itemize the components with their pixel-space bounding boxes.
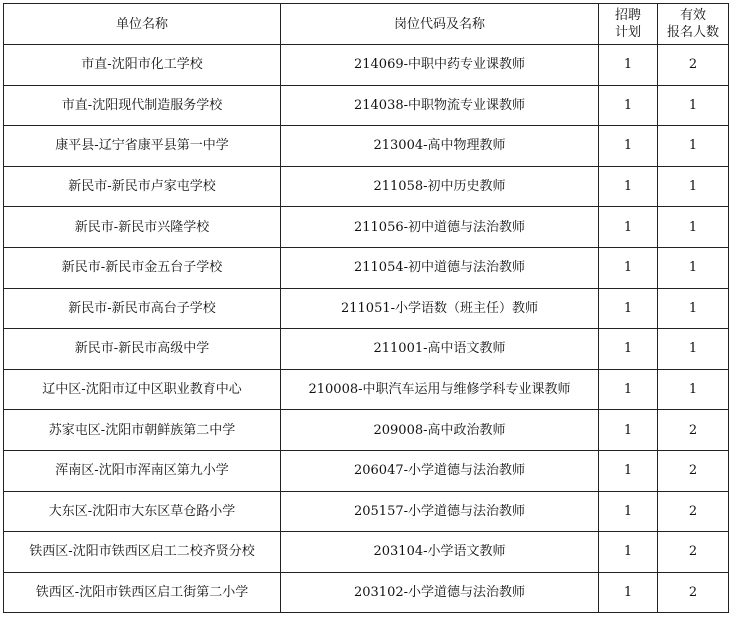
cell-plan: 1 bbox=[599, 532, 658, 573]
cell-plan: 1 bbox=[599, 450, 658, 491]
table-row bbox=[4, 491, 729, 532]
cell-unit-name: 市直-沈阳现代制造服务学校 bbox=[4, 85, 281, 126]
cell-unit-name: 新民市-新民市卢家屯学校 bbox=[4, 166, 281, 207]
table-row bbox=[4, 410, 729, 451]
table-row bbox=[4, 247, 729, 288]
cell-applicants: 2 bbox=[658, 410, 729, 451]
cell-position: 214069-中职中药专业课教师 bbox=[281, 45, 599, 86]
cell-position: 211051-小学语数（班主任）教师 bbox=[281, 288, 599, 329]
header-applicants-line2: 报名人数 bbox=[666, 25, 719, 40]
cell-applicants: 1 bbox=[658, 207, 729, 248]
cell-applicants: 1 bbox=[658, 85, 729, 126]
cell-applicants: 1 bbox=[658, 247, 729, 288]
table-body bbox=[4, 45, 729, 613]
recruitment-table bbox=[3, 3, 729, 613]
table-row bbox=[4, 126, 729, 167]
cell-position: 203104-小学语文教师 bbox=[281, 532, 599, 573]
cell-applicants: 1 bbox=[658, 288, 729, 329]
header-row bbox=[4, 4, 729, 45]
cell-plan: 1 bbox=[599, 329, 658, 370]
header-applicants-line1: 有效 bbox=[679, 8, 706, 23]
cell-applicants: 2 bbox=[658, 45, 729, 86]
table-header bbox=[4, 4, 729, 45]
cell-position: 211054-初中道德与法治教师 bbox=[281, 247, 599, 288]
cell-plan: 1 bbox=[599, 207, 658, 248]
cell-plan: 1 bbox=[599, 45, 658, 86]
cell-plan: 1 bbox=[599, 491, 658, 532]
cell-position: 213004-高中物理教师 bbox=[281, 126, 599, 167]
cell-plan: 1 bbox=[599, 572, 658, 613]
cell-position: 209008-高中政治教师 bbox=[281, 410, 599, 451]
table-row bbox=[4, 207, 729, 248]
header-position-code-name: 岗位代码及名称 bbox=[281, 4, 599, 45]
cell-applicants: 2 bbox=[658, 572, 729, 613]
cell-applicants: 1 bbox=[658, 126, 729, 167]
header-recruitment-plan bbox=[599, 4, 658, 45]
cell-unit-name: 康平县-辽宁省康平县第一中学 bbox=[4, 126, 281, 167]
table-row bbox=[4, 288, 729, 329]
cell-unit-name: 大东区-沈阳市大东区草仓路小学 bbox=[4, 491, 281, 532]
table-row bbox=[4, 532, 729, 573]
table-row bbox=[4, 45, 729, 86]
cell-plan: 1 bbox=[599, 369, 658, 410]
cell-position: 211001-高中语文教师 bbox=[281, 329, 599, 370]
table-row bbox=[4, 85, 729, 126]
cell-plan: 1 bbox=[599, 126, 658, 167]
cell-unit-name: 新民市-新民市高级中学 bbox=[4, 329, 281, 370]
cell-unit-name: 铁西区-沈阳市铁西区启工二校齐贤分校 bbox=[4, 532, 281, 573]
cell-applicants: 1 bbox=[658, 329, 729, 370]
table-row bbox=[4, 329, 729, 370]
cell-position: 211058-初中历史教师 bbox=[281, 166, 599, 207]
cell-position: 211056-初中道德与法治教师 bbox=[281, 207, 599, 248]
header-plan-line2: 计划 bbox=[614, 25, 641, 40]
cell-unit-name: 新民市-新民市高台子学校 bbox=[4, 288, 281, 329]
cell-position: 210008-中职汽车运用与维修学科专业课教师 bbox=[281, 369, 599, 410]
cell-unit-name: 市直-沈阳市化工学校 bbox=[4, 45, 281, 86]
cell-position: 206047-小学道德与法治教师 bbox=[281, 450, 599, 491]
header-valid-applicants bbox=[658, 4, 729, 45]
cell-applicants: 2 bbox=[658, 491, 729, 532]
cell-position: 214038-中职物流专业课教师 bbox=[281, 85, 599, 126]
cell-plan: 1 bbox=[599, 247, 658, 288]
cell-unit-name: 苏家屯区-沈阳市朝鲜族第二中学 bbox=[4, 410, 281, 451]
cell-applicants: 1 bbox=[658, 369, 729, 410]
cell-unit-name: 辽中区-沈阳市辽中区职业教育中心 bbox=[4, 369, 281, 410]
header-unit-name: 单位名称 bbox=[4, 4, 281, 45]
cell-position: 205157-小学道德与法治教师 bbox=[281, 491, 599, 532]
table-row bbox=[4, 166, 729, 207]
header-plan-line1: 招聘 bbox=[614, 8, 641, 23]
table-row bbox=[4, 369, 729, 410]
cell-unit-name: 新民市-新民市金五台子学校 bbox=[4, 247, 281, 288]
cell-unit-name: 浑南区-沈阳市浑南区第九小学 bbox=[4, 450, 281, 491]
cell-plan: 1 bbox=[599, 85, 658, 126]
cell-plan: 1 bbox=[599, 288, 658, 329]
cell-applicants: 2 bbox=[658, 532, 729, 573]
cell-unit-name: 铁西区-沈阳市铁西区启工街第二小学 bbox=[4, 572, 281, 613]
table-row bbox=[4, 572, 729, 613]
cell-applicants: 1 bbox=[658, 166, 729, 207]
cell-position: 203102-小学道德与法治教师 bbox=[281, 572, 599, 613]
cell-applicants: 2 bbox=[658, 450, 729, 491]
cell-plan: 1 bbox=[599, 166, 658, 207]
cell-unit-name: 新民市-新民市兴隆学校 bbox=[4, 207, 281, 248]
cell-plan: 1 bbox=[599, 410, 658, 451]
table-row bbox=[4, 450, 729, 491]
